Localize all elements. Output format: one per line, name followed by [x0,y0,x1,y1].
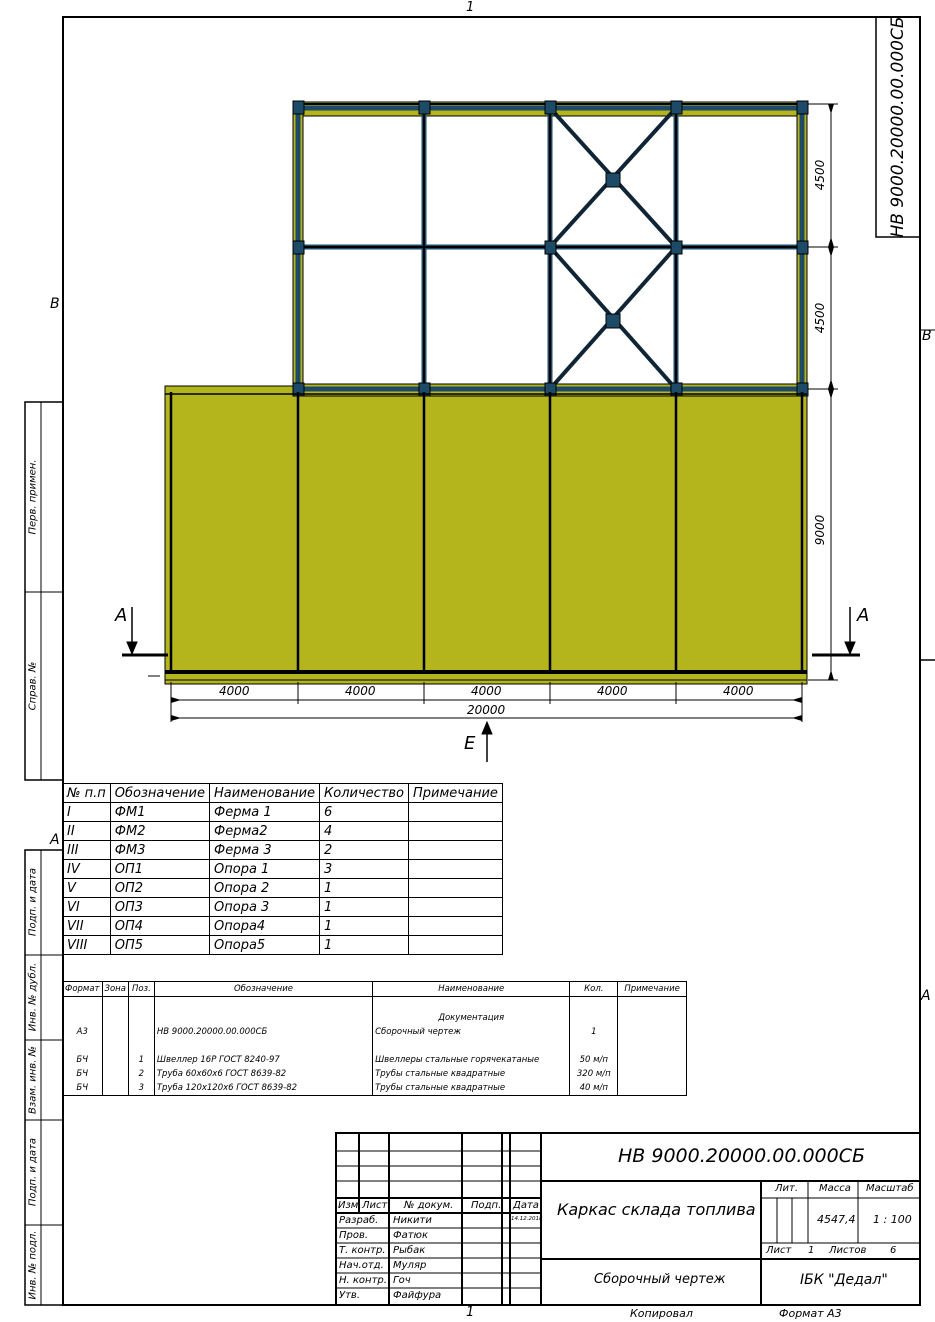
title-name: Каркас склада топлива [557,1200,756,1219]
top-number: 1 [466,0,475,15]
role-prov: Пров. [339,1230,369,1241]
lit-label: Лит. [775,1183,799,1194]
cell: Сборочный чертеж [373,1025,570,1039]
table-row [63,1025,687,1039]
cell: Опора 1 [210,860,320,879]
cell [102,1011,128,1025]
copied-label: Копировал [630,1307,693,1320]
cell: Швеллеры стальные горячекатаные [373,1053,570,1067]
table-row [63,879,503,898]
table-row [63,1011,687,1025]
sheet-label: Лист [766,1245,792,1256]
cell: ФМ3 [110,841,209,860]
cell [618,1025,687,1039]
cell: 2 [128,1067,154,1081]
cell: Опора4 [210,917,320,936]
name-1: Никити [393,1215,432,1226]
dim-4500-mid: 4500 [813,302,827,334]
cell [373,997,570,1012]
role-utv: Утв. [339,1290,360,1301]
table-row [63,1081,687,1096]
name-5: Гоч [393,1275,411,1286]
lower-panel [165,386,807,684]
dim-9000: 9000 [813,514,827,546]
margin-label-inv-podl: Инв. № подл. [27,1230,39,1300]
cell [373,1039,570,1053]
dim-4000-5: 4000 [723,684,754,698]
table-row [63,1039,687,1053]
cell: 1 [320,879,409,898]
cell: V [63,879,111,898]
cell: ОП4 [110,917,209,936]
col-izm: Изм. [338,1200,362,1211]
col-sign: Подп. [471,1200,502,1211]
cell: 320 м/п [570,1067,618,1081]
cell: Трубы стальные квадратные [373,1067,570,1081]
spec-table [62,783,503,955]
cell: ОП5 [110,936,209,955]
cell: 1 [320,917,409,936]
table-row [63,898,503,917]
dim-4000-3: 4000 [471,684,502,698]
cell [409,841,503,860]
code-box-text: НВ 9000.20000.00.000СБ [888,16,908,238]
zone-a-left: A [50,832,60,848]
table-row [63,841,503,860]
cell [128,1025,154,1039]
table-row [63,803,503,822]
cell [128,1011,154,1025]
cell: I [63,803,111,822]
cell [102,997,128,1012]
cell: 1 [320,898,409,917]
sheets-label: Листов [829,1245,867,1256]
cell: 3 [320,860,409,879]
cell: НВ 9000.20000.00.000СБ [154,1025,372,1039]
spec-header: Наименование [210,784,320,803]
spec-header: № п.п [63,784,111,803]
cell: ФМ1 [110,803,209,822]
bottom-number: 1 [466,1305,475,1320]
cell: Ферма2 [210,822,320,841]
cell: Документация [373,1011,570,1025]
cell: IV [63,860,111,879]
spec-header-row [63,784,503,803]
cell: ОП1 [110,860,209,879]
cell: Опора 2 [210,879,320,898]
view-label: Е [464,733,476,754]
bom-header: Кол. [570,982,618,997]
cell [570,1039,618,1053]
cell: II [63,822,111,841]
dim-20000: 20000 [467,703,506,717]
margin-label-sprav: Справ. № [27,661,39,711]
col-doc: № докум. [404,1200,454,1211]
cell [409,917,503,936]
bom-header: Поз. [128,982,154,997]
cell: VI [63,898,111,917]
cell: VII [63,917,111,936]
cell: А3 [63,1025,103,1039]
cell: ОП2 [110,879,209,898]
cell [102,1039,128,1053]
table-row [63,917,503,936]
dim-4000-2: 4000 [345,684,376,698]
col-list: Лист [362,1200,388,1211]
section-label-left: А [115,605,128,626]
cell [63,1039,103,1053]
name-4: Муляр [393,1260,427,1271]
cell [154,1011,372,1025]
table-row [63,1053,687,1067]
zone-b-left: B [50,296,60,312]
cell: Опора5 [210,936,320,955]
cell: 1 [128,1053,154,1067]
bom-header: Примечание [618,982,687,997]
cell: 40 м/п [570,1081,618,1096]
margin-label-podp1: Подп. и дата [27,867,39,937]
title-code: НВ 9000.20000.00.000СБ [618,1145,866,1167]
cell [618,1011,687,1025]
cell: ФМ2 [110,822,209,841]
cell [409,860,503,879]
name-6: Файфура [393,1290,442,1301]
cell: Швеллер 16Р ГОСТ 8240-97 [154,1053,372,1067]
bom-header: Наименование [373,982,570,997]
margin-label-inv-dubl: Инв. № дубл. [27,962,39,1032]
margin-label-podp2: Подп. и дата [27,1137,39,1207]
cell: Труба 120х120х6 ГОСТ 8639-82 [154,1081,372,1096]
cell [102,1025,128,1039]
col-date: Дата [513,1200,539,1211]
cell [128,1039,154,1053]
cell: Ферма 1 [210,803,320,822]
format-label: Формат А3 [779,1307,842,1320]
section-label-right: А [857,605,870,626]
cell: БЧ [63,1081,103,1096]
cell [128,997,154,1012]
cell: Труба 60х60х6 ГОСТ 8639-82 [154,1067,372,1081]
cell: 2 [320,841,409,860]
cell [570,1011,618,1025]
mass-label: Масса [819,1183,851,1194]
cell [570,997,618,1012]
bom-table [62,981,687,1096]
spec-header: Обозначение [110,784,209,803]
role-nachotd: Нач.отд. [339,1260,384,1271]
cell: 6 [320,803,409,822]
cell [618,1067,687,1081]
cell [63,997,103,1012]
bom-header-row [63,982,687,997]
cell [154,997,372,1012]
cell: 1 [570,1025,618,1039]
cell: ОП3 [110,898,209,917]
role-tkontr: Т. контр. [339,1245,386,1256]
cell [409,898,503,917]
cell: 50 м/п [570,1053,618,1067]
cell [618,1053,687,1067]
cell [409,803,503,822]
cell: VIII [63,936,111,955]
dim-4000-4: 4000 [597,684,628,698]
cell [618,1039,687,1053]
cell: Трубы стальные квадратные [373,1081,570,1096]
bom-header: Обозначение [154,982,372,997]
cell: 1 [320,936,409,955]
role-razrab: Разраб. [339,1215,379,1226]
cell: III [63,841,111,860]
spec-header: Примечание [409,784,503,803]
cell [618,1081,687,1096]
dim-4500-top: 4500 [813,159,827,191]
table-row [63,936,503,955]
cell: Опора 3 [210,898,320,917]
sheet-value: 1 [808,1245,815,1256]
cell [618,997,687,1012]
cell: БЧ [63,1067,103,1081]
cell [102,1081,128,1096]
cell [409,822,503,841]
scale-label: Масштаб [866,1183,914,1194]
table-row [63,997,687,1012]
zone-b-right: B [922,328,932,344]
scale-value: 1 : 100 [873,1213,912,1226]
bom-header: Формат [63,982,103,997]
cell: Ферма 3 [210,841,320,860]
table-row [63,860,503,879]
org-name: ІБК "Дедал" [800,1272,888,1288]
cell [63,1011,103,1025]
date-value: 14.12.2018 [511,1216,543,1222]
mass-value: 4547,4 [817,1213,856,1226]
margin-label-perv: Перв. примен. [27,459,39,535]
cell [102,1053,128,1067]
table-row [63,1067,687,1081]
table-row [63,822,503,841]
name-3: Рыбак [393,1245,426,1256]
dim-4000-1: 4000 [219,684,250,698]
frame-plan [165,101,808,684]
sheets-value: 6 [890,1245,897,1256]
zone-a-right: A [921,988,931,1004]
role-nkontr: Н. контр. [339,1275,387,1286]
cell [409,936,503,955]
margin-label-vzam: Взам. инв. № [27,1046,39,1114]
cell: БЧ [63,1053,103,1067]
spec-header: Количество [320,784,409,803]
bom-header: Зона [102,982,128,997]
cell [102,1067,128,1081]
doc-type: Сборочный чертеж [594,1272,726,1287]
cell [154,1039,372,1053]
cell [409,879,503,898]
name-2: Фатюк [393,1230,429,1241]
cell: 4 [320,822,409,841]
cell: 3 [128,1081,154,1096]
